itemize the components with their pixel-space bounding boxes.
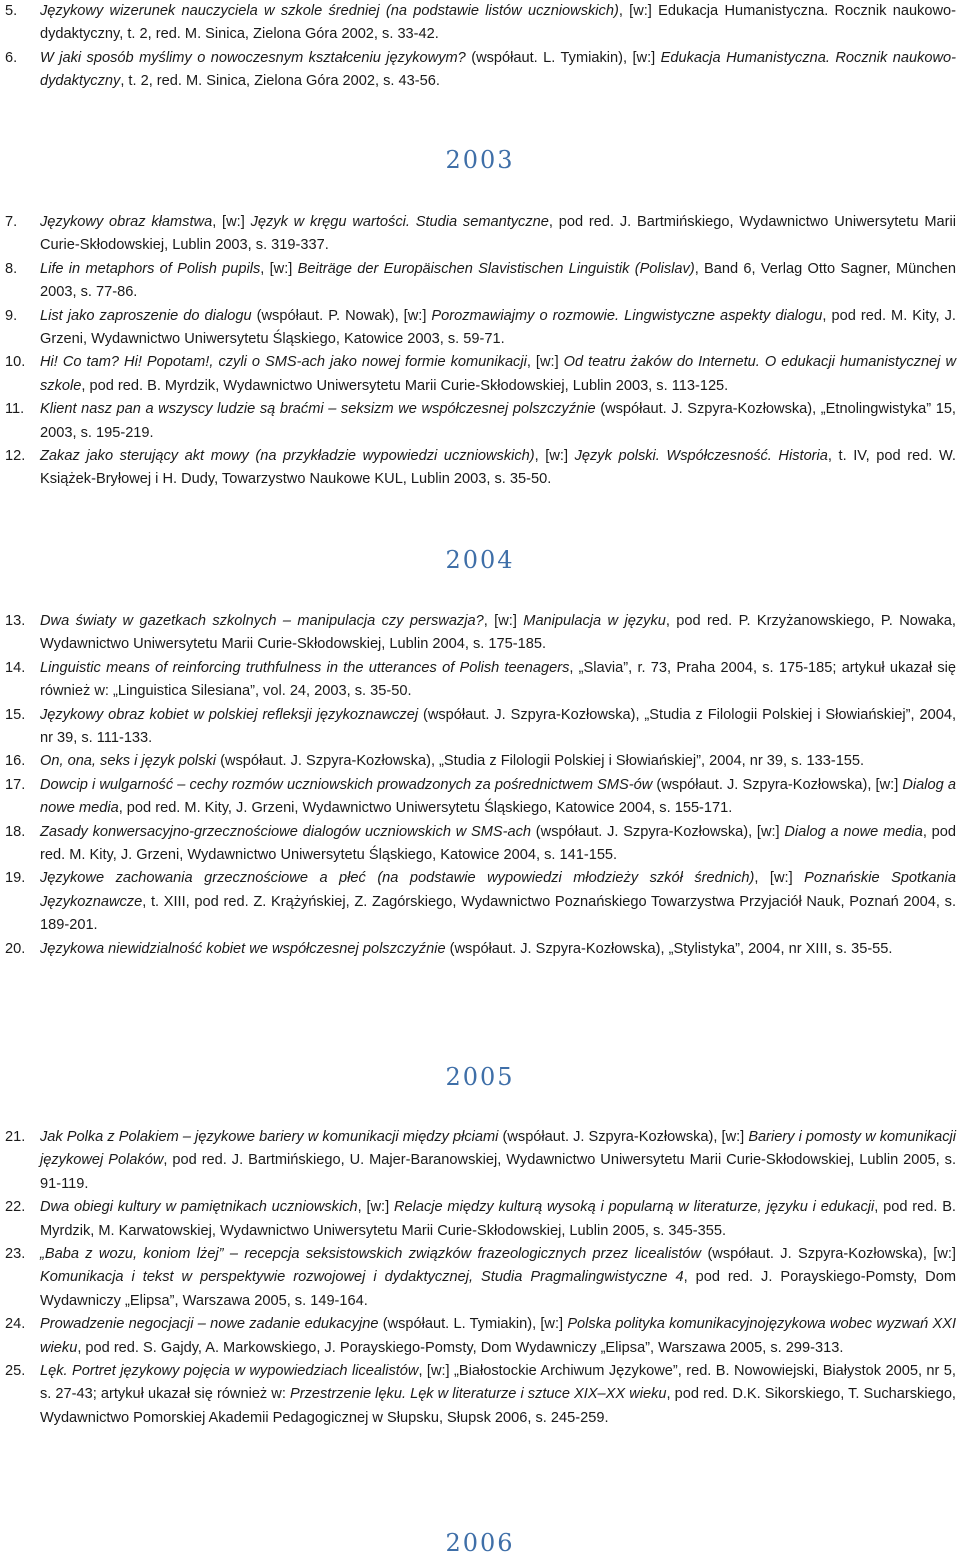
entry-title-italic: Dowcip i wulgarność – cechy rozmów uczniowskich prowadzonych za pośrednictwem SMS-ów [40, 776, 653, 793]
entry-text [40, 867, 960, 937]
entry-title-italic: Zakaz jako sterujący akt mowy (na przykładzie wypowiedzi uczniowskich) [40, 448, 535, 465]
bibliography-entry [0, 398, 960, 445]
entry-title-italic: Przestrzenie lęku. Lęk w literaturze i sztuce XIX–XX wieku [289, 1386, 667, 1403]
entries-2005 [0, 1126, 960, 1430]
entry-citation: , [w:] [483, 613, 524, 629]
entry-title-italic: Język polski. Współczesność. Historia [574, 448, 828, 465]
entry-title-italic: Hi! Co tam? Hi! Popotam!, czyli o SMS-ach jako nowej formie komunikacji [40, 354, 527, 371]
entry-text [40, 1243, 960, 1313]
entry-citation: (współaut. L. Tymiakin), [w:] [465, 49, 661, 66]
entry-citation: , pod red. P. Krzyżanowskiego, P. Nowaka, Wydawnictwo Uniwersytetu Marii Curie-Skłodowskiej, Lublin 2004, s. 175-185. [40, 613, 956, 653]
entry-citation: , [w:] [260, 260, 298, 277]
entry-title-italic: Językowy obraz kłamstwa [40, 214, 213, 230]
entry-number: 22. [5, 1199, 26, 1216]
entries-2004 [0, 610, 960, 961]
entry-title-italic: Lęk. Portret językowy pojęcia w wypowiedziach licealistów [40, 1363, 419, 1380]
entry-title-italic: Klient nasz pan a wszyscy ludzie są braćmi – seksizm we współczesnej polszczyźnie [40, 401, 596, 418]
entry-citation: , [w:] [357, 1199, 394, 1216]
entry-title-italic: Prowadzenie negocjacji – nowe zadanie edukacyjne [40, 1316, 379, 1333]
bibliography-entry [0, 1313, 960, 1360]
bibliography-entry [0, 610, 960, 657]
entry-number: 10. [5, 354, 26, 371]
entry-title-italic: Język w kręgu wartości. Studia semantyczne [250, 214, 549, 230]
entry-citation: (współaut. J. Szpyra-Kozłowska), [w:] [498, 1129, 749, 1145]
year-heading-2003: 2003 [445, 146, 515, 174]
entry-citation: (współaut. J. Szpyra-Kozłowska), „Studia z Filologii Polskiej i Słowiańskiej”, 2004, nr 39, s. 133-155. [216, 753, 865, 770]
entry-number: 8. [5, 260, 18, 277]
bibliography-entry [0, 867, 960, 937]
entry-citation: , „Slavia”, r. 73, Praha 2004, s. 175-185; artykuł ukazał się również w: „Linguistica Silesiana”, vol. 24, 2003, s. 35-50. [40, 659, 956, 700]
entry-number: 20. [5, 940, 26, 957]
entry-title-italic: Dialog a nowe media [784, 823, 923, 840]
entry-text [40, 258, 960, 305]
entry-text [40, 938, 960, 961]
entry-title-italic: Edukacja Humanistyczna. Rocznik naukowo-dydaktyczny [40, 49, 956, 90]
entry-number: 13. [5, 613, 26, 629]
entry-title-italic: Zasady konwersacyjno-grzecznościowe dialogów uczniowskich w SMS-ach [40, 823, 532, 840]
entry-text [40, 351, 960, 398]
entry-number: 21. [5, 1129, 26, 1145]
entry-text [40, 774, 960, 821]
entry-title-italic: Beiträge der Europäischen Slavistischen Linguistik (Polislav) [297, 260, 695, 277]
entry-text [40, 0, 960, 47]
entry-number: 18. [5, 823, 26, 840]
bibliography-entry [0, 821, 960, 868]
entry-text [40, 1313, 960, 1360]
bibliography-entry [0, 657, 960, 704]
entry-citation: , pod red. J. Bartmińskiego, Wydawnictwo Uniwersytetu Marii Curie-Skłodowskiej, Lublin 2003, s. 319-337. [40, 214, 956, 254]
bibliography-entry [0, 704, 960, 751]
entry-citation: (współaut. P. Nowak), [w:] [251, 307, 432, 324]
entry-title-italic: Od teatru żaków do Internetu. O edukacji humanistycznej w szkole [40, 354, 956, 394]
bibliography-entry [0, 1126, 960, 1196]
entry-number: 24. [5, 1316, 26, 1333]
entry-number: 12. [5, 448, 26, 465]
entry-text [40, 1126, 960, 1196]
entry-text [40, 704, 960, 751]
entry-number: 14. [5, 659, 26, 676]
entry-citation: , pod red. M. Kity, J. Grzeni, Wydawnictwo Uniwersytetu Śląskiego, Katowice 2004, s. 141-155. [40, 823, 956, 864]
entry-text [40, 750, 960, 773]
entry-text [40, 1196, 960, 1243]
entry-title-italic: Linguistic means of reinforcing truthfulness in the utterances of Polish teenagers [40, 659, 570, 676]
entry-text [40, 657, 960, 704]
entry-citation: (współaut. J. Szpyra-Kozłowska), „Stylistyka”, 2004, nr XIII, s. 35-55. [445, 940, 893, 957]
bibliography-entry [0, 1360, 960, 1430]
entry-citation: , pod red. S. Gajdy, A. Markowskiego, J. Porayskiego-Pomsty, Dom Wydawniczy „Elipsa”, Warszawa 2005, s. 299-313. [77, 1339, 844, 1356]
bibliography-entry [0, 750, 960, 773]
entry-citation: , [w:] [534, 448, 575, 465]
entry-title-italic: Jak Polka z Polakiem – językowe bariery w komunikacji między płciami [40, 1129, 499, 1145]
entry-number: 25. [5, 1363, 26, 1380]
entry-number: 15. [5, 706, 26, 723]
entry-text [40, 610, 960, 657]
bibliography-entry [0, 258, 960, 305]
entry-number: 23. [5, 1246, 26, 1263]
entry-title-italic: Polska polityka komunikacyjnojęzykowa wobec wyzwań XXI wieku [40, 1316, 957, 1356]
entry-citation: , [w:] Edukacja Humanistyczna. Rocznik naukowo-dydaktyczny, t. 2, red. M. Sinica, Zielona Góra 2002, s. 33-42. [40, 3, 956, 43]
bibliography-entry [0, 47, 960, 94]
entry-number: 6. [5, 49, 18, 66]
entry-citation: , [w:] [212, 214, 251, 230]
entry-number: 9. [5, 307, 18, 324]
year-heading-2004: 2004 [445, 546, 515, 574]
entry-citation: , [w:] [754, 870, 805, 887]
entry-title-italic: Life in metaphors of Polish pupils [40, 260, 261, 277]
entries-continued [0, 0, 960, 94]
entry-citation: , Band 6, Verlag Otto Sagner, München 2003, s. 77-86. [40, 260, 956, 301]
entry-title-italic: Językowy wizerunek nauczyciela w szkole średniej (na podstawie listów uczniowskich) [40, 3, 619, 19]
entry-number: 5. [5, 3, 18, 19]
entry-text [40, 47, 960, 94]
entry-text [40, 1360, 960, 1430]
entry-citation: (współaut. J. Szpyra-Kozłowska), „Studia z Filologii Polskiej i Słowiańskiej”, 2004, nr 39, s. 111-133. [40, 706, 956, 747]
entry-text [40, 821, 960, 868]
entry-title-italic: Poznańskie Spotkania Językoznawcze [40, 870, 956, 910]
entry-citation: (współaut. J. Szpyra-Kozłowska), [w:] [652, 776, 903, 793]
bibliography-entry [0, 0, 960, 47]
entry-number: 19. [5, 870, 26, 887]
year-heading-2006: 2006 [445, 1529, 515, 1557]
entry-number: 7. [5, 214, 18, 230]
entry-text [40, 398, 960, 445]
bibliography-entry [0, 445, 960, 492]
entries-2003 [0, 211, 960, 492]
entry-text [40, 445, 960, 492]
entry-title-italic: „Baba z wozu, koniom lżej” – recepcja seksistowskich związków frazeologicznych przez licealistów [40, 1246, 702, 1263]
entry-title-italic: Dwa obiegi kultury w pamiętnikach uczniowskich [40, 1199, 358, 1216]
entry-number: 17. [5, 776, 26, 793]
entry-citation: , pod red. J. Bartmińskiego, U. Majer-Baranowskiej, Wydawnictwo Uniwersytetu Marii Curie-Skłodowskiej, Lublin 2005, s. 91-119. [40, 1152, 957, 1192]
entry-citation: , pod red. M. Kity, J. Grzeni, Wydawnictwo Uniwersytetu Śląskiego, Katowice 2003, s. 59-71. [40, 307, 956, 348]
entry-title-italic: Językowe zachowania grzecznościowe a płeć (na podstawie wypowiedzi młodzieży szkół średnich) [40, 870, 755, 887]
entry-title-italic: List jako zaproszenie do dialogu [40, 307, 252, 324]
entry-citation: , [w:] [526, 354, 564, 371]
entry-citation: , t. 2, red. M. Sinica, Zielona Góra 2002, s. 43-56. [120, 73, 440, 90]
entry-number: 16. [5, 753, 26, 770]
entry-citation: (współaut. L. Tymiakin), [w:] [378, 1316, 568, 1333]
entry-title-italic: Dialog a nowe media [40, 776, 957, 817]
bibliography-entry [0, 351, 960, 398]
entry-citation: , pod red. D.K. Sikorskiego, T. Sucharskiego, Wydawnictwo Pomorskiej Akademii Pedagogicznej w Słupsku, Słupsk 2006, s. 245-259. [40, 1386, 956, 1426]
bibliography-entry [0, 1196, 960, 1243]
entry-citation: , pod red. J. Porayskiego-Pomsty, Dom Wydawniczy „Elipsa”, Warszawa 2005, s. 149-164. [40, 1269, 956, 1309]
bibliography-entry [0, 211, 960, 258]
entry-title-italic: Relacje między kulturą wysoką i popularną w literaturze, języku i edukacji [393, 1199, 875, 1216]
entry-title-italic: Porozmawiajmy o rozmowie. Lingwistyczne aspekty dialogu [431, 307, 823, 324]
year-heading-2005: 2005 [445, 1063, 515, 1091]
entry-citation: , pod red. B. Myrdzik, M. Karwatowskiej, Wydawnictwo Uniwersytetu Marii Curie-Skłodowskiej, Lublin 2005, s. 345-355. [40, 1199, 956, 1239]
entry-citation: (współaut. J. Szpyra-Kozłowska), [w:] [531, 823, 785, 840]
entry-title-italic: Dwa światy w gazetkach szkolnych – manipulacja czy perswazja? [40, 613, 484, 629]
entry-text [40, 305, 960, 352]
bibliography-entry [0, 1243, 960, 1313]
entry-citation: (współaut. J. Szpyra-Kozłowska), [w:] [701, 1246, 956, 1263]
entry-title-italic: On, ona, seks i język polski [40, 753, 217, 770]
entry-text [40, 211, 960, 258]
entry-title-italic: Językowy obraz kobiet w polskiej refleksji językoznawczej [40, 706, 419, 723]
entry-citation: , pod red. M. Kity, J. Grzeni, Wydawnictwo Uniwersytetu Śląskiego, Katowice 2004, s. 155-171. [118, 800, 733, 817]
bibliography-entry [0, 305, 960, 352]
bibliography-entry [0, 938, 960, 961]
entry-title-italic: Bariery i pomosty w komunikacji językowej Polaków [40, 1129, 957, 1169]
entry-title-italic: Manipulacja w języku [523, 613, 666, 629]
entry-citation: , t. IV, pod red. W. Książek-Bryłowej i H. Dudy, Towarzystwo Naukowe KUL, Lublin 2003, s. 35-50. [40, 448, 956, 488]
bibliography-entry [0, 774, 960, 821]
entry-citation: , t. XIII, pod red. Z. Krążyńskiej, Z. Zagórskiego, Wydawnictwo Poznańskiego Towarzystwa Przyjaciół Nauk, Poznań 2004, s. 189-201. [40, 893, 956, 934]
entry-title-italic: Komunikacja i tekst w perspektywie rozwojowej i dydaktycznej, Studia Pragmalingwistyczne 4 [40, 1269, 684, 1286]
entry-citation: , pod red. B. Myrdzik, Wydawnictwo Uniwersytetu Marii Curie-Skłodowskiej, Lublin 2003, s. 113-125. [81, 377, 729, 394]
entry-citation: (współaut. J. Szpyra-Kozłowska), „Etnolingwistyka” 15, 2003, s. 195-219. [40, 401, 956, 441]
entry-number: 11. [5, 401, 25, 418]
entry-title-italic: W jaki sposób myślimy o nowoczesnym kształceniu językowym? [40, 49, 466, 66]
entry-title-italic: Językowa niewidzialność kobiet we współczesnej polszczyźnie [40, 940, 446, 957]
entry-citation: , [w:] „Białostockie Archiwum Językowe”, red. B. Nowowiejski, Białystok 2005, nr 5, s. 27-43; artykuł ukazał się również w: [40, 1363, 956, 1403]
